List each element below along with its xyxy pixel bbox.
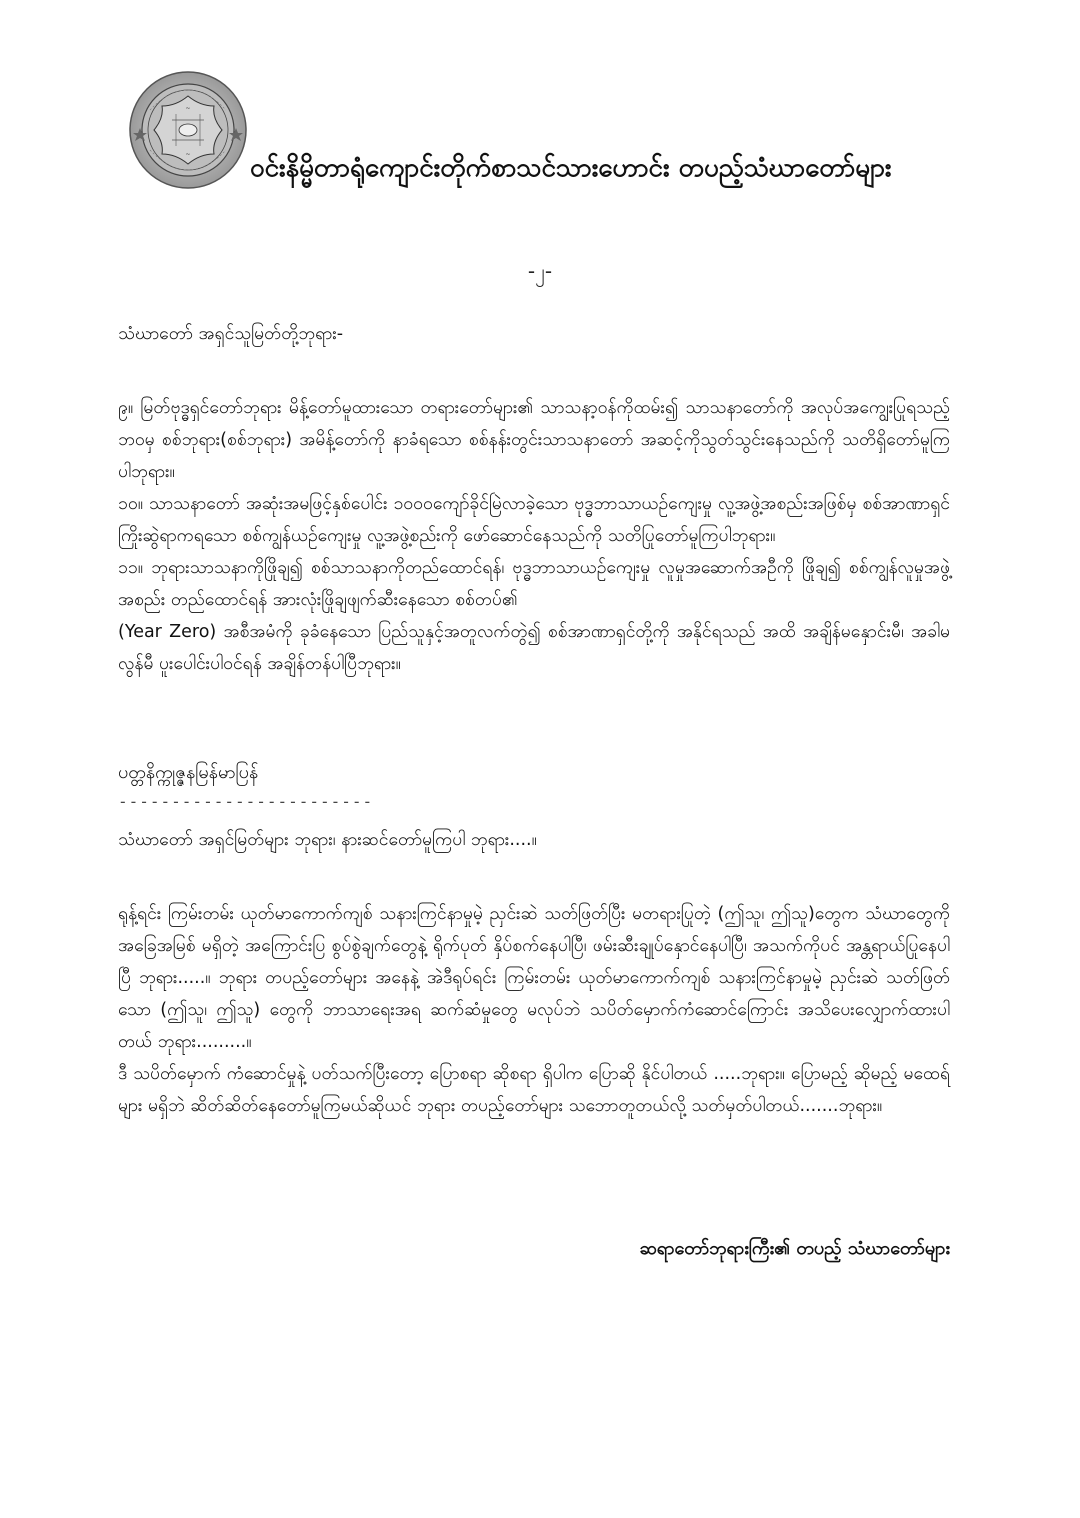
divider-line: ------------------------ — [118, 792, 374, 811]
body-paragraph-1: ရုန့်ရင်း ကြမ်းတမ်း ယုတ်မာကောက်ကျစ် သနားကြင်နာမှုမဲ့ ညှင်းဆဲ သတ်ဖြတ်ပြီး မတရားပြုတဲ့ (ဤသူ၊ ဤသူ)တွေက သံဃာတွေကို အခြေအမြစ် မရှိတဲ့ အကြောင်းပြ စွပ်စွဲချက်တွေနဲ့ ရိုက်ပုတ် နှိပ်စက်နေပါပြီ၊ ဖမ်းဆီးချုပ်နှောင်နေပါပြီ၊ အသက်ကိုပင် အန္တရာယ်ပြုနေပါပြီ ဘုရား.....။ ဘုရား တပည့်တော်များ အနေနဲ့ အဲဒီရုပ်ရင်း ကြမ်းတမ်း ယုတ်မာကောက်ကျစ် သနားကြင်နာမှုမဲ့ ညှင်းဆဲ သတ်ဖြတ်သော (ဤသူ၊ ဤသူ) တွေကို ဘာသာရေးအရ ဆက်ဆံမှုတွေ မလုပ်ဘဲ သပိတ်မှောက်ကံဆောင်ကြောင်း အသိပေးလျှောက်ထားပါတယ် ဘုရား.........။ — [118, 904, 950, 1052]
monastery-seal-logo — [128, 70, 248, 190]
paragraph-11-continued: (Year Zero) အစီအမံကို ခုခံနေသော ပြည်သူနှင့်အတူလက်တွဲ၍ စစ်အာဏာရှင်တို့ကို အနိုင်ရသည် အထိ အချိန်မနှောင်းမီ၊ အခါမလွန်မီ ပူးပေါင်းပါဝင်ရန် အချိန်တန်ပါပြီဘုရား။ — [118, 622, 950, 674]
paragraph-11: ၁၁။ ဘုရားသာသနာကိုဖြိုချ၍ စစ်သာသနာကိုတည်ထောင်ရန်၊ ဗုဒ္ဓဘာသာယဉ်ကျေးမှု လူမှုအဆောက်အဦကို ဖြိုချ၍ စစ်ကျွန်လူမှုအဖွဲ့အစည်း တည်ထောင်ရန် အားလုံးဖြိုချဖျက်ဆီးနေသော စစ်တပ်၏ — [118, 558, 950, 610]
svg-text:~: ~ — [185, 151, 191, 158]
signature: ဆရာတော်ဘုရားကြီး၏ တပည့် သံဃာတော်များ — [639, 1238, 950, 1259]
paragraph-9: ၉။ မြတ်ဗုဒ္ဓရှင်တော်ဘုရား မိန့်တော်မူထားသော တရားတော်များ၏ သာသနာ့ဝန်ကိုထမ်း၍ သာသနာတော်ကို အလုပ်အကျွေးပြုရသည့်ဘဝမှ စစ်ဘုရား(စစ်ဘုရား) အမိန့်တော်ကို နာခံရသော စစ်နန်းတွင်းသာသနာတော် အဆင့်ကိုသွတ်သွင်းနေသည်ကို သတိရှိတော်မူကြပါဘုရား။ — [118, 398, 950, 482]
svg-text:~: ~ — [185, 105, 191, 112]
greeting: သံဃာတော် အရှင်မြတ်များ ဘုရား၊ နားဆင်တော်မူကြပါ ဘုရား....။ — [118, 830, 537, 850]
body-paragraphs — [118, 898, 950, 1122]
salutation: သံဃာတော် အရှင်သူမြတ်တို့ဘုရား- — [118, 324, 344, 344]
header-title: ဝင်းနိမ္မိတာရုံကျောင်းတိုက်စာသင်သားဟောင်း တပည့်သံဃာတော်များ — [250, 153, 892, 183]
numbered-paragraphs — [118, 392, 950, 680]
page-number: -၂- — [527, 259, 553, 283]
paragraph-10: ၁၀။ သာသနာတော် အဆုံးအမဖြင့်နှစ်ပေါင်း ၁၀၀၀ကျော်ခိုင်မြဲလာခဲ့သော ဗုဒ္ဓဘာသာယဉ်ကျေးမှု လူ့အဖွဲ့အစည်းအဖြစ်မှ စစ်အာဏာရှင် ကြိုးဆွဲရာကရသော စစ်ကျွန်ယဉ်ကျေးမှု လူ့အဖွဲ့စည်းကို ဖော်ဆောင်နေသည်ကို သတိပြုတော်မူကြပါဘုရား။ — [118, 494, 950, 546]
body-paragraph-2: ဒီ သပိတ်မှောက် ကံဆောင်မှုနဲ့ ပတ်သက်ပြီးတော့ ပြောစရာ ဆိုစရာ ရှိပါက ပြောဆို နိုင်ပါတယ် .....ဘုရား။ ပြောမည့် ဆိုမည့် မထေရ်များ မရှိဘဲ ဆိတ်ဆိတ်နေတော်မူကြမယ်ဆိုယင် ဘုရား တပည့်တော်များ သဘောတူတယ်လို့ သတ်မှတ်ပါတယ်.......ဘုရား။ — [118, 1064, 950, 1116]
section-heading: ပတ္တနိက္ကုဇ္ဇနမြန်မာပြန် — [118, 762, 259, 783]
